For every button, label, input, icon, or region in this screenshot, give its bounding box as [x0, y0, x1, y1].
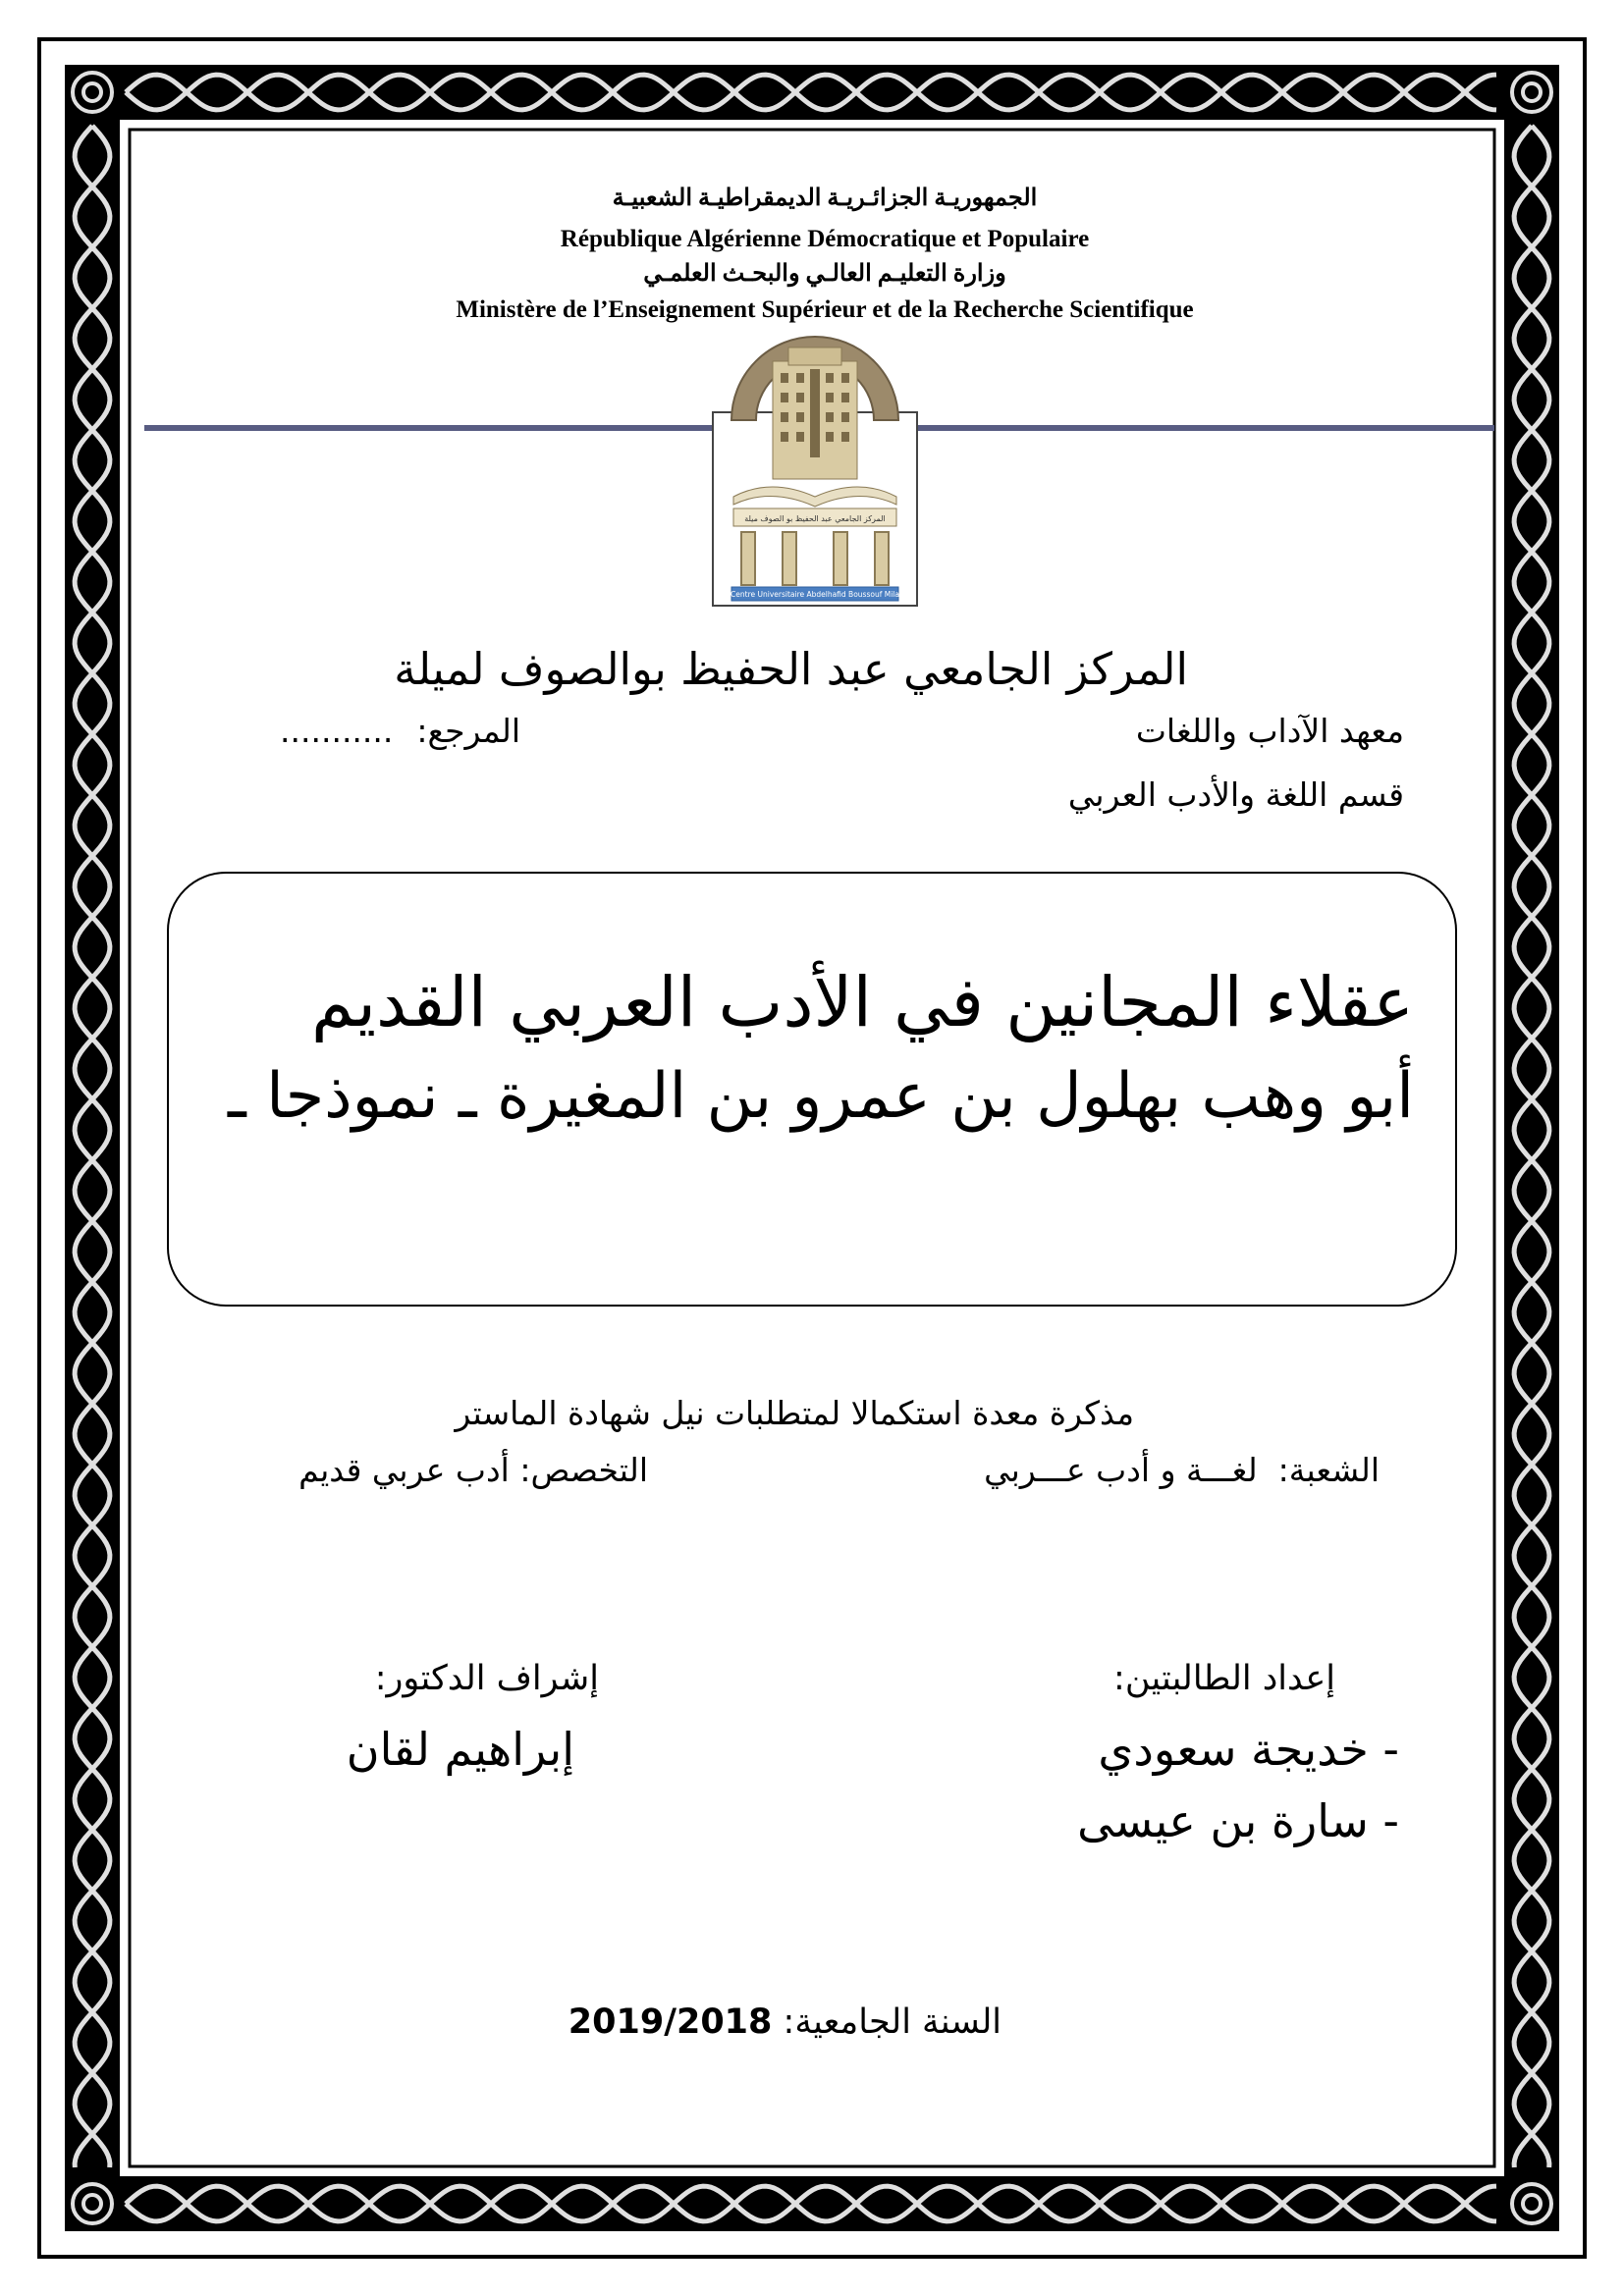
thesis-subtitle: أبو وهب بهلول بن عمرو بن المغيرة ـ نموذجا ـ — [227, 1060, 1414, 1133]
supervisor-label: إشراف الدكتور: — [374, 1659, 599, 1698]
logo-caption-arabic: المركز الجامعي عبد الحفيظ بو الصوف ميلة — [744, 514, 886, 523]
academic-year-label: السنة الجامعية: — [783, 2002, 1001, 2042]
student-name: - سارة بن عيسى — [1077, 1794, 1399, 1847]
academic-year — [393, 2002, 1001, 2042]
ministry-name-french: Ministère de l’Enseignement Supérieur et de la Recherche Scientifique — [456, 296, 1194, 323]
logo-caption-french: Centre Universitaire Abdelhafid Boussouf Mila — [731, 590, 899, 599]
department-name: قسم اللغة والأدب العربي — [1067, 775, 1404, 814]
memo-description: مذكرة معدة استكمالا لمتطلبات نيل شهادة الماستر — [455, 1394, 1134, 1432]
ministry-name-arabic: وزارة التعليـم العالـي والبحـث العلمـي — [643, 261, 1006, 287]
student-name: - خديجة سعودي — [1098, 1723, 1399, 1776]
header-rule-left — [144, 425, 714, 431]
institute-name: معهد الآداب واللغات — [1135, 712, 1404, 750]
reference-value: ........... — [280, 712, 394, 750]
academic-year-value: 2019/2018 — [568, 2002, 773, 2042]
reference-label: المرجع: — [416, 712, 520, 750]
republic-name-french: République Algérienne Démocratique et Populaire — [560, 226, 1090, 252]
university-logo — [712, 322, 918, 607]
specialty-field: التخصص: أدب عربي قديم — [298, 1451, 648, 1489]
prepared-by-label: إعداد الطالبتين: — [1113, 1659, 1335, 1698]
university-center-name: المركز الجامعي عبد الحفيظ بوالصوف لميلة — [394, 643, 1188, 695]
thesis-title: عقلاء المجانين في الأدب العربي القديم — [310, 962, 1414, 1042]
header-rule-right — [915, 425, 1494, 431]
supervisor-name: إبراهيم لقان — [346, 1723, 574, 1776]
republic-name-arabic: الجمهوريـة الجزائـريـة الديمقراطيـة الشعبيـة — [612, 186, 1038, 211]
branch-field: الشعبة: لغـــة و أدب عـــربي — [984, 1451, 1380, 1489]
